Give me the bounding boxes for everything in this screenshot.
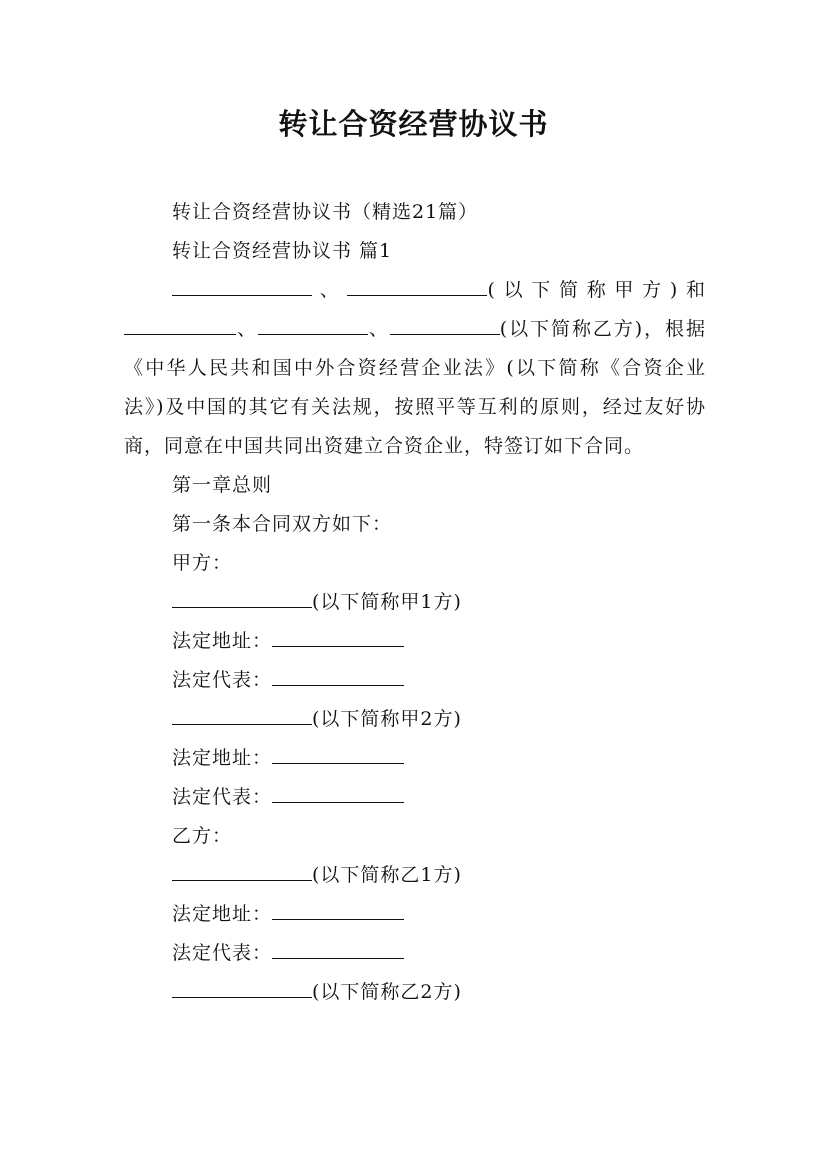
party-b2-suffix: (以下简称乙2方) <box>312 981 462 1003</box>
article-heading: 第一条本合同双方如下： <box>172 513 393 535</box>
intro-separator-3: 、 <box>367 318 390 340</box>
party-a1-address-blank <box>272 626 404 647</box>
intro-paragraph <box>124 271 706 466</box>
party-a-label: 甲方： <box>172 552 233 574</box>
party-b2-name-blank <box>172 977 312 998</box>
party-b1-rep-blank <box>272 938 404 959</box>
party-b-label: 乙方： <box>172 825 233 847</box>
party-b1-blank <box>124 314 236 335</box>
party-b1-address-blank <box>272 899 404 920</box>
party-a2-address-line <box>124 739 706 778</box>
document-body <box>124 193 706 1012</box>
party-a2-name-blank <box>172 704 312 725</box>
intro-separator-1: 、 <box>312 279 348 301</box>
party-a1-suffix: (以下简称甲1方) <box>312 591 462 613</box>
party-b2-blank <box>258 314 368 335</box>
intro-separator-2: 、 <box>236 318 258 340</box>
party-a1-rep-label: 法定代表： <box>172 669 273 691</box>
party-a2-address-blank <box>272 743 404 764</box>
party-b1-name-blank <box>172 860 312 881</box>
party-a2-name-line <box>124 700 706 739</box>
party-b3-blank <box>390 314 500 335</box>
party-a1-rep-line <box>124 661 706 700</box>
party-a2-rep-label: 法定代表： <box>172 786 273 808</box>
party-a1-name-line <box>124 583 706 622</box>
party-b1-suffix: (以下简称乙1方) <box>312 864 462 886</box>
chapter-heading: 第一章总则 <box>172 474 273 496</box>
party-a2-suffix: (以下简称甲2方) <box>312 708 462 730</box>
party-a2-address-label: 法定地址： <box>172 747 273 769</box>
party-a1-blank <box>172 275 312 296</box>
party-a2-blank <box>347 275 487 296</box>
party-a2-rep-blank <box>272 782 404 803</box>
party-a1-address-line <box>124 622 706 661</box>
section-heading: 转让合资经营协议书 篇1 <box>172 240 393 262</box>
party-a1-address-label: 法定地址： <box>172 630 273 652</box>
party-a1-name-blank <box>172 587 312 608</box>
document-title: 转让合资经营协议书 <box>278 107 549 141</box>
intro-text-b: (以下简称乙方)，根据《中华人民共和国中外合资经营企业法》(以下简称《合资企业法》)及中国的其它有关法规，按照平等互利的原则，经过友好协商，同意在中国共同出资建立合资企业，特签订如下合同。 <box>124 318 706 457</box>
party-b1-address-line <box>124 895 706 934</box>
party-b1-name-line <box>124 856 706 895</box>
subtitle: 转让合资经营协议书（精选21篇） <box>172 201 479 223</box>
party-b1-rep-line <box>124 934 706 973</box>
intro-text-a: (以下简称甲方)和 <box>487 279 706 301</box>
party-a2-rep-line <box>124 778 706 817</box>
party-b1-rep-label: 法定代表： <box>172 942 273 964</box>
party-a1-rep-blank <box>272 665 404 686</box>
party-b1-address-label: 法定地址： <box>172 903 273 925</box>
party-b2-name-line <box>124 973 706 1012</box>
